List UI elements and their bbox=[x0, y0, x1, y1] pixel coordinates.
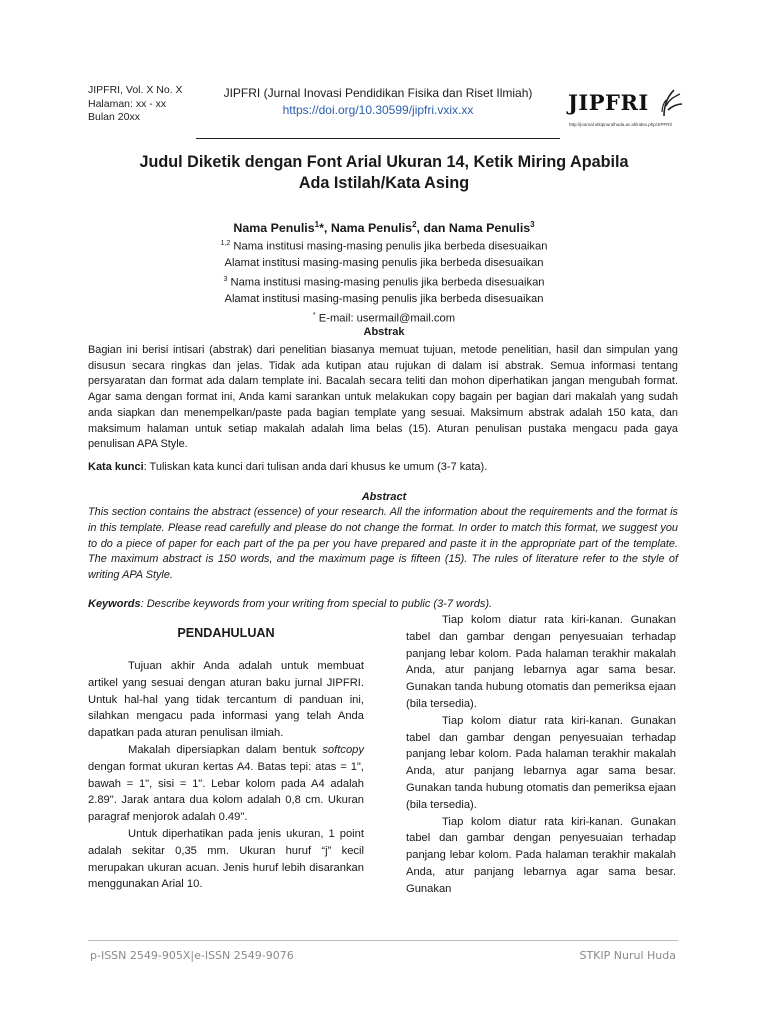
intro-paragraph-2-b: dengan format ukuran kertas A4. Batas tepi: atas = 1", bawah = 1", sisi = 1". Lebar kolom pada A4 adalah 2.89". Jarak antara dua kolom adalah 0,8 cm. Ukuran paragraf menjorok adalah 0.49". bbox=[88, 760, 364, 824]
journal-logo bbox=[568, 84, 686, 134]
footer-divider bbox=[88, 940, 678, 941]
affiliation-3 bbox=[90, 272, 678, 291]
right-paragraph-1: Tiap kolom diatur rata kiri-kanan. Gunakan tabel dan gambar dengan penyesuaian terhadap panjang lebar kolom. Pada halaman terakhir makalah Anda, atur panjang lebarnya agar sama besar. Gunakan tanda hubung otomatis dan pemeriksa ejaan (bila tersedia). bbox=[406, 614, 676, 710]
paper-title bbox=[90, 152, 678, 194]
abstract-heading: Abstract bbox=[361, 491, 407, 503]
author-3: Nama Penulis bbox=[448, 221, 531, 236]
title-line-1: Judul Diketik dengan Font Arial Ukuran 14, Ketik Miring Apabila bbox=[139, 153, 629, 171]
journal-info bbox=[88, 84, 183, 125]
footer-institution: STKIP Nurul Huda bbox=[579, 949, 676, 962]
header-divider bbox=[196, 138, 560, 139]
intro-paragraph-2-a: Makalah dipersiapkan dalam bentuk bbox=[128, 743, 323, 756]
right-paragraph-2: Tiap kolom diatur rata kiri-kanan. Gunakan tabel dan gambar dengan penyesuaian terhadap panjang lebar kolom. Pada halaman terakhir makalah Anda, atur panjang lebarnya agar sama besar. Gunakan tanda hubung otomatis dan pemeriksa ejaan (bila tersedia). bbox=[406, 714, 676, 811]
author-3-sup: 3 bbox=[530, 220, 535, 229]
leaf-icon bbox=[660, 86, 684, 118]
left-column bbox=[88, 658, 364, 893]
intro-paragraph-1: Tujuan akhir Anda adalah untuk membuat artikel yang sesuai dengan aturan baku jurnal JIPFRI. Untuk hal-hal yang tidak tercantum di panduan ini, silahkan mengacu pada informasi yang telah Anda dapatkan pada aturan penulisan ilmiah. bbox=[88, 660, 364, 740]
abstrak-heading: Abstrak bbox=[363, 326, 405, 338]
logo-text: JIPFRI bbox=[568, 90, 649, 115]
author-2-sup: 2 bbox=[412, 220, 417, 229]
affiliation-1 bbox=[90, 236, 678, 255]
affiliation-3-text: Nama institusi masing-masing penulis jika berbeda disesuaikan bbox=[227, 276, 545, 289]
affiliation-1-text: Nama institusi masing-masing penulis jika berbeda disesuaikan bbox=[230, 240, 548, 253]
journal-name: JIPFRI (Jurnal Inovasi Pendidikan Fisika dan Riset Ilmiah) bbox=[223, 86, 533, 100]
affiliation-address-3: Alamat institusi masing-masing penulis jika berbeda disesuaikan bbox=[224, 293, 544, 306]
author-2: Nama Penulis bbox=[330, 221, 413, 236]
date-label: Bulan 20xx bbox=[88, 111, 140, 123]
kata-kunci bbox=[88, 461, 678, 473]
kata-kunci-label: Kata kunci bbox=[88, 461, 144, 473]
email-line bbox=[90, 308, 678, 327]
footer-issn: p-ISSN 2549-905X|e-ISSN 2549-9076 bbox=[90, 949, 294, 962]
author-list bbox=[90, 220, 678, 235]
keywords-text: : Describe keywords from your writing from special to public (3-7 words). bbox=[140, 598, 493, 610]
keywords-label: Keywords bbox=[88, 598, 141, 610]
intro-paragraph-2 bbox=[88, 742, 364, 826]
email-text[interactable]: E-mail: usermail@mail.com bbox=[315, 312, 456, 325]
affiliation-1-sup: 1,2 bbox=[220, 240, 231, 247]
author-1-sup: 1 bbox=[314, 220, 320, 229]
abstract-body: This section contains the abstract (essence) of your research. All the information about the requirements and the format is in this template. Please read carefully and please do not change the format. In order to match this format, we suggest you to do a piece of paper for each part of the pa per you have prepared and paste it in the appropriate part of the template. The maximum abstract is 150 words, and the maximum page is fifteen (15). The rules of literature refer to the style of writing APA Style. bbox=[88, 506, 678, 582]
affiliation-3-sup: 3 bbox=[223, 275, 228, 283]
doi-link[interactable]: https://doi.org/10.30599/jipfri.vxix.xx bbox=[282, 103, 474, 117]
keywords bbox=[88, 598, 678, 610]
affiliations bbox=[90, 236, 678, 327]
author-1-mark: *, bbox=[319, 221, 331, 236]
affiliation-address-1: Alamat institusi masing-masing penulis jika berbeda disesuaikan bbox=[224, 257, 544, 270]
journal-heading bbox=[196, 85, 560, 119]
volume-label: JIPFRI, Vol. X No. X bbox=[88, 84, 183, 96]
title-line-2: Ada Istilah/Kata Asing bbox=[298, 174, 470, 192]
logo-url[interactable]: http://journal.stkipnurulhuda.ac.id/index.php/JIPFRI/ bbox=[569, 122, 673, 127]
abstrak-body: Bagian ini berisi intisari (abstrak) dari penelitian biasanya memuat tujuan, metode penelitian, hasil dan simpulan yang disusun secara ringkas dan jelas. Tidak ada kutipan atau rujukan di dalam isi abstrak. Semua informasi tentang persyaratan dan format ada dalam template ini. Bacalah secara teliti dan mohon diperhatikan jangan mengubah format. Agar sama dengan format ini, Anda kami sarankan untuk melakukan copy bagain per bagian dari makalah yang sudah anda siapkan dan menempelkan/paste pada bagian template yang sesuai. Maksimum abstrak adalah 150 kata, dan maksimum halaman untuk setiap makalah adalah lima belas (15). Aturan penulisan pustaka mengacu pada gaya penulisan APA Style. bbox=[88, 344, 678, 451]
right-paragraph-3: Tiap kolom diatur rata kiri-kanan. Gunakan tabel dan gambar dengan penyesuaian terhadap panjang lebar kolom. Pada halaman terakhir makalah Anda, atur panjang lebarnya agar sama besar. Gunakan bbox=[406, 815, 676, 895]
pages-label: Halaman: xx - xx bbox=[88, 97, 167, 110]
right-column bbox=[406, 612, 676, 898]
author-1: Nama Penulis bbox=[233, 221, 315, 236]
author-3-prefix: , dan bbox=[416, 221, 449, 236]
intro-paragraph-3: Untuk diperhatikan pada jenis ukuran, 1 point adalah sekitar 0,35 mm. Ukuran huruf “j” kecil merupakan ukuran acuan. Jenis huruf lebih disarankan menggunakan Arial 10. bbox=[88, 827, 364, 891]
intro-paragraph-2-em: softcopy bbox=[322, 743, 364, 756]
section-heading-pendahuluan: PENDAHULUAN bbox=[177, 626, 275, 640]
kata-kunci-text: : Tuliskan kata kunci dari tulisan anda dari khusus ke umum (3-7 kata). bbox=[143, 461, 488, 473]
email-sup: * bbox=[312, 311, 316, 319]
